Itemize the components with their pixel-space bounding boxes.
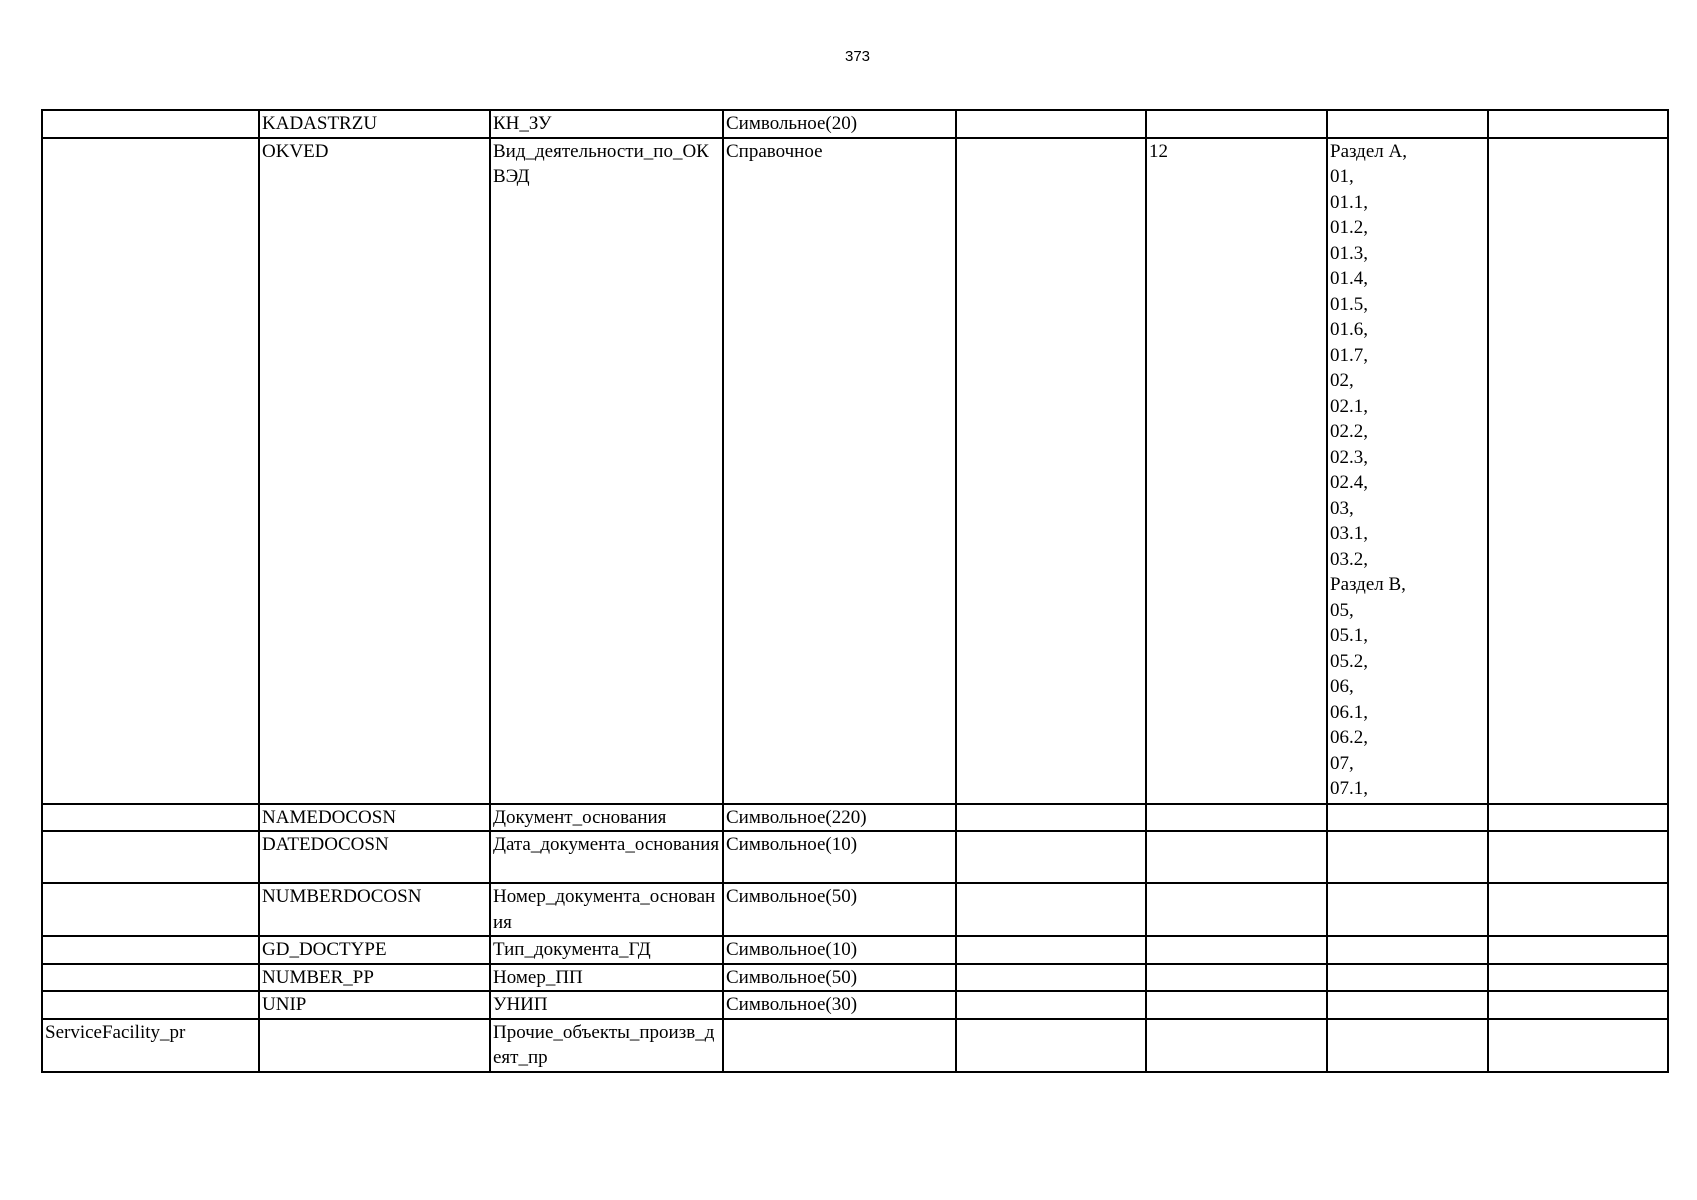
table-cell-col5 — [956, 883, 1146, 936]
table-cell-data-type: Символьное(220) — [723, 804, 956, 832]
table-cell-col8 — [1488, 1019, 1668, 1072]
table-row — [42, 936, 1668, 964]
table-cell-col8 — [1488, 138, 1668, 804]
table-cell-data-type — [723, 1019, 956, 1072]
table-cell-values — [1327, 804, 1488, 832]
table-cell-object — [42, 138, 259, 804]
table-cell-object — [42, 936, 259, 964]
table-cell-attribute-name: КН_ЗУ — [490, 110, 723, 138]
table-cell-col5 — [956, 138, 1146, 804]
table-cell-attribute-name: Документ_основания — [490, 804, 723, 832]
attribute-table — [41, 109, 1669, 1073]
table-cell-attribute-code: GD_DOCTYPE — [259, 936, 490, 964]
table-cell-col6 — [1146, 991, 1327, 1019]
table-cell-col6 — [1146, 883, 1327, 936]
table-cell-col8 — [1488, 110, 1668, 138]
table-cell-values — [1327, 991, 1488, 1019]
table-row — [42, 831, 1668, 883]
table-cell-attribute-code — [259, 1019, 490, 1072]
table-cell-col6: 12 — [1146, 138, 1327, 804]
table-cell-col6 — [1146, 804, 1327, 832]
table-cell-attribute-code: OKVED — [259, 138, 490, 804]
table-cell-object — [42, 804, 259, 832]
table-cell-col5 — [956, 964, 1146, 992]
table-cell-attribute-name: Номер_ПП — [490, 964, 723, 992]
table-cell-col8 — [1488, 831, 1668, 883]
table-cell-data-type: Символьное(30) — [723, 991, 956, 1019]
table-cell-attribute-name: Вид_деятельности_по_ОКВЭД — [490, 138, 723, 804]
table-cell-values — [1327, 831, 1488, 883]
table-cell-values — [1327, 1019, 1488, 1072]
table-cell-col8 — [1488, 804, 1668, 832]
table-cell-object — [42, 110, 259, 138]
table-cell-object: ServiceFacility_pr — [42, 1019, 259, 1072]
table-row — [42, 110, 1668, 138]
table-cell-col6 — [1146, 1019, 1327, 1072]
table-row — [42, 991, 1668, 1019]
table-cell-object — [42, 883, 259, 936]
table-cell-object — [42, 964, 259, 992]
table-cell-data-type: Символьное(50) — [723, 964, 956, 992]
table-cell-col5 — [956, 831, 1146, 883]
table-cell-data-type: Символьное(50) — [723, 883, 956, 936]
table-cell-attribute-code: NAMEDOCOSN — [259, 804, 490, 832]
table-row — [42, 138, 1668, 804]
table-row — [42, 1019, 1668, 1072]
table-cell-col8 — [1488, 883, 1668, 936]
table-cell-attribute-name: Тип_документа_ГД — [490, 936, 723, 964]
table-cell-values: Раздел A, 01, 01.1, 01.2, 01.3, 01.4, 01.5, 01.6, 01.7, 02, 02.1, 02.2, 02.3, 02.4, 03, 03.1, 03.2, Раздел B, 05, 05.1, 05.2, 06, 06.1, 06.2, 07, 07.1, — [1327, 138, 1488, 804]
table-cell-attribute-code: NUMBER_PP — [259, 964, 490, 992]
table-cell-values — [1327, 964, 1488, 992]
table-cell-col5 — [956, 804, 1146, 832]
page-number: 373 — [844, 48, 871, 65]
table-cell-data-type: Справочное — [723, 138, 956, 804]
table-cell-col6 — [1146, 964, 1327, 992]
table-cell-attribute-name: Номер_документа_основания — [490, 883, 723, 936]
table-cell-attribute-name: УНИП — [490, 991, 723, 1019]
table-cell-col6 — [1146, 936, 1327, 964]
table-cell-col8 — [1488, 964, 1668, 992]
table-cell-values — [1327, 883, 1488, 936]
table-cell-col8 — [1488, 991, 1668, 1019]
table-cell-col5 — [956, 936, 1146, 964]
table-cell-col5 — [956, 110, 1146, 138]
table-cell-object — [42, 991, 259, 1019]
table-cell-attribute-code: DATEDOCOSN — [259, 831, 490, 883]
table-cell-col6 — [1146, 110, 1327, 138]
table-cell-object — [42, 831, 259, 883]
table-cell-col8 — [1488, 936, 1668, 964]
table-cell-data-type: Символьное(10) — [723, 936, 956, 964]
table-row — [42, 883, 1668, 936]
table-row — [42, 964, 1668, 992]
table-cell-data-type: Символьное(10) — [723, 831, 956, 883]
table-cell-attribute-code: UNIP — [259, 991, 490, 1019]
table-row — [42, 804, 1668, 832]
table-cell-col5 — [956, 1019, 1146, 1072]
table-cell-col6 — [1146, 831, 1327, 883]
table-cell-col5 — [956, 991, 1146, 1019]
table-cell-attribute-code: NUMBERDOCOSN — [259, 883, 490, 936]
table-cell-attribute-name: Дата_документа_основания — [490, 831, 723, 883]
table-cell-data-type: Символьное(20) — [723, 110, 956, 138]
table-cell-attribute-code: KADASTRZU — [259, 110, 490, 138]
table-cell-values — [1327, 936, 1488, 964]
table-cell-values — [1327, 110, 1488, 138]
table-cell-attribute-name: Прочие_объекты_произв_деят_пр — [490, 1019, 723, 1072]
